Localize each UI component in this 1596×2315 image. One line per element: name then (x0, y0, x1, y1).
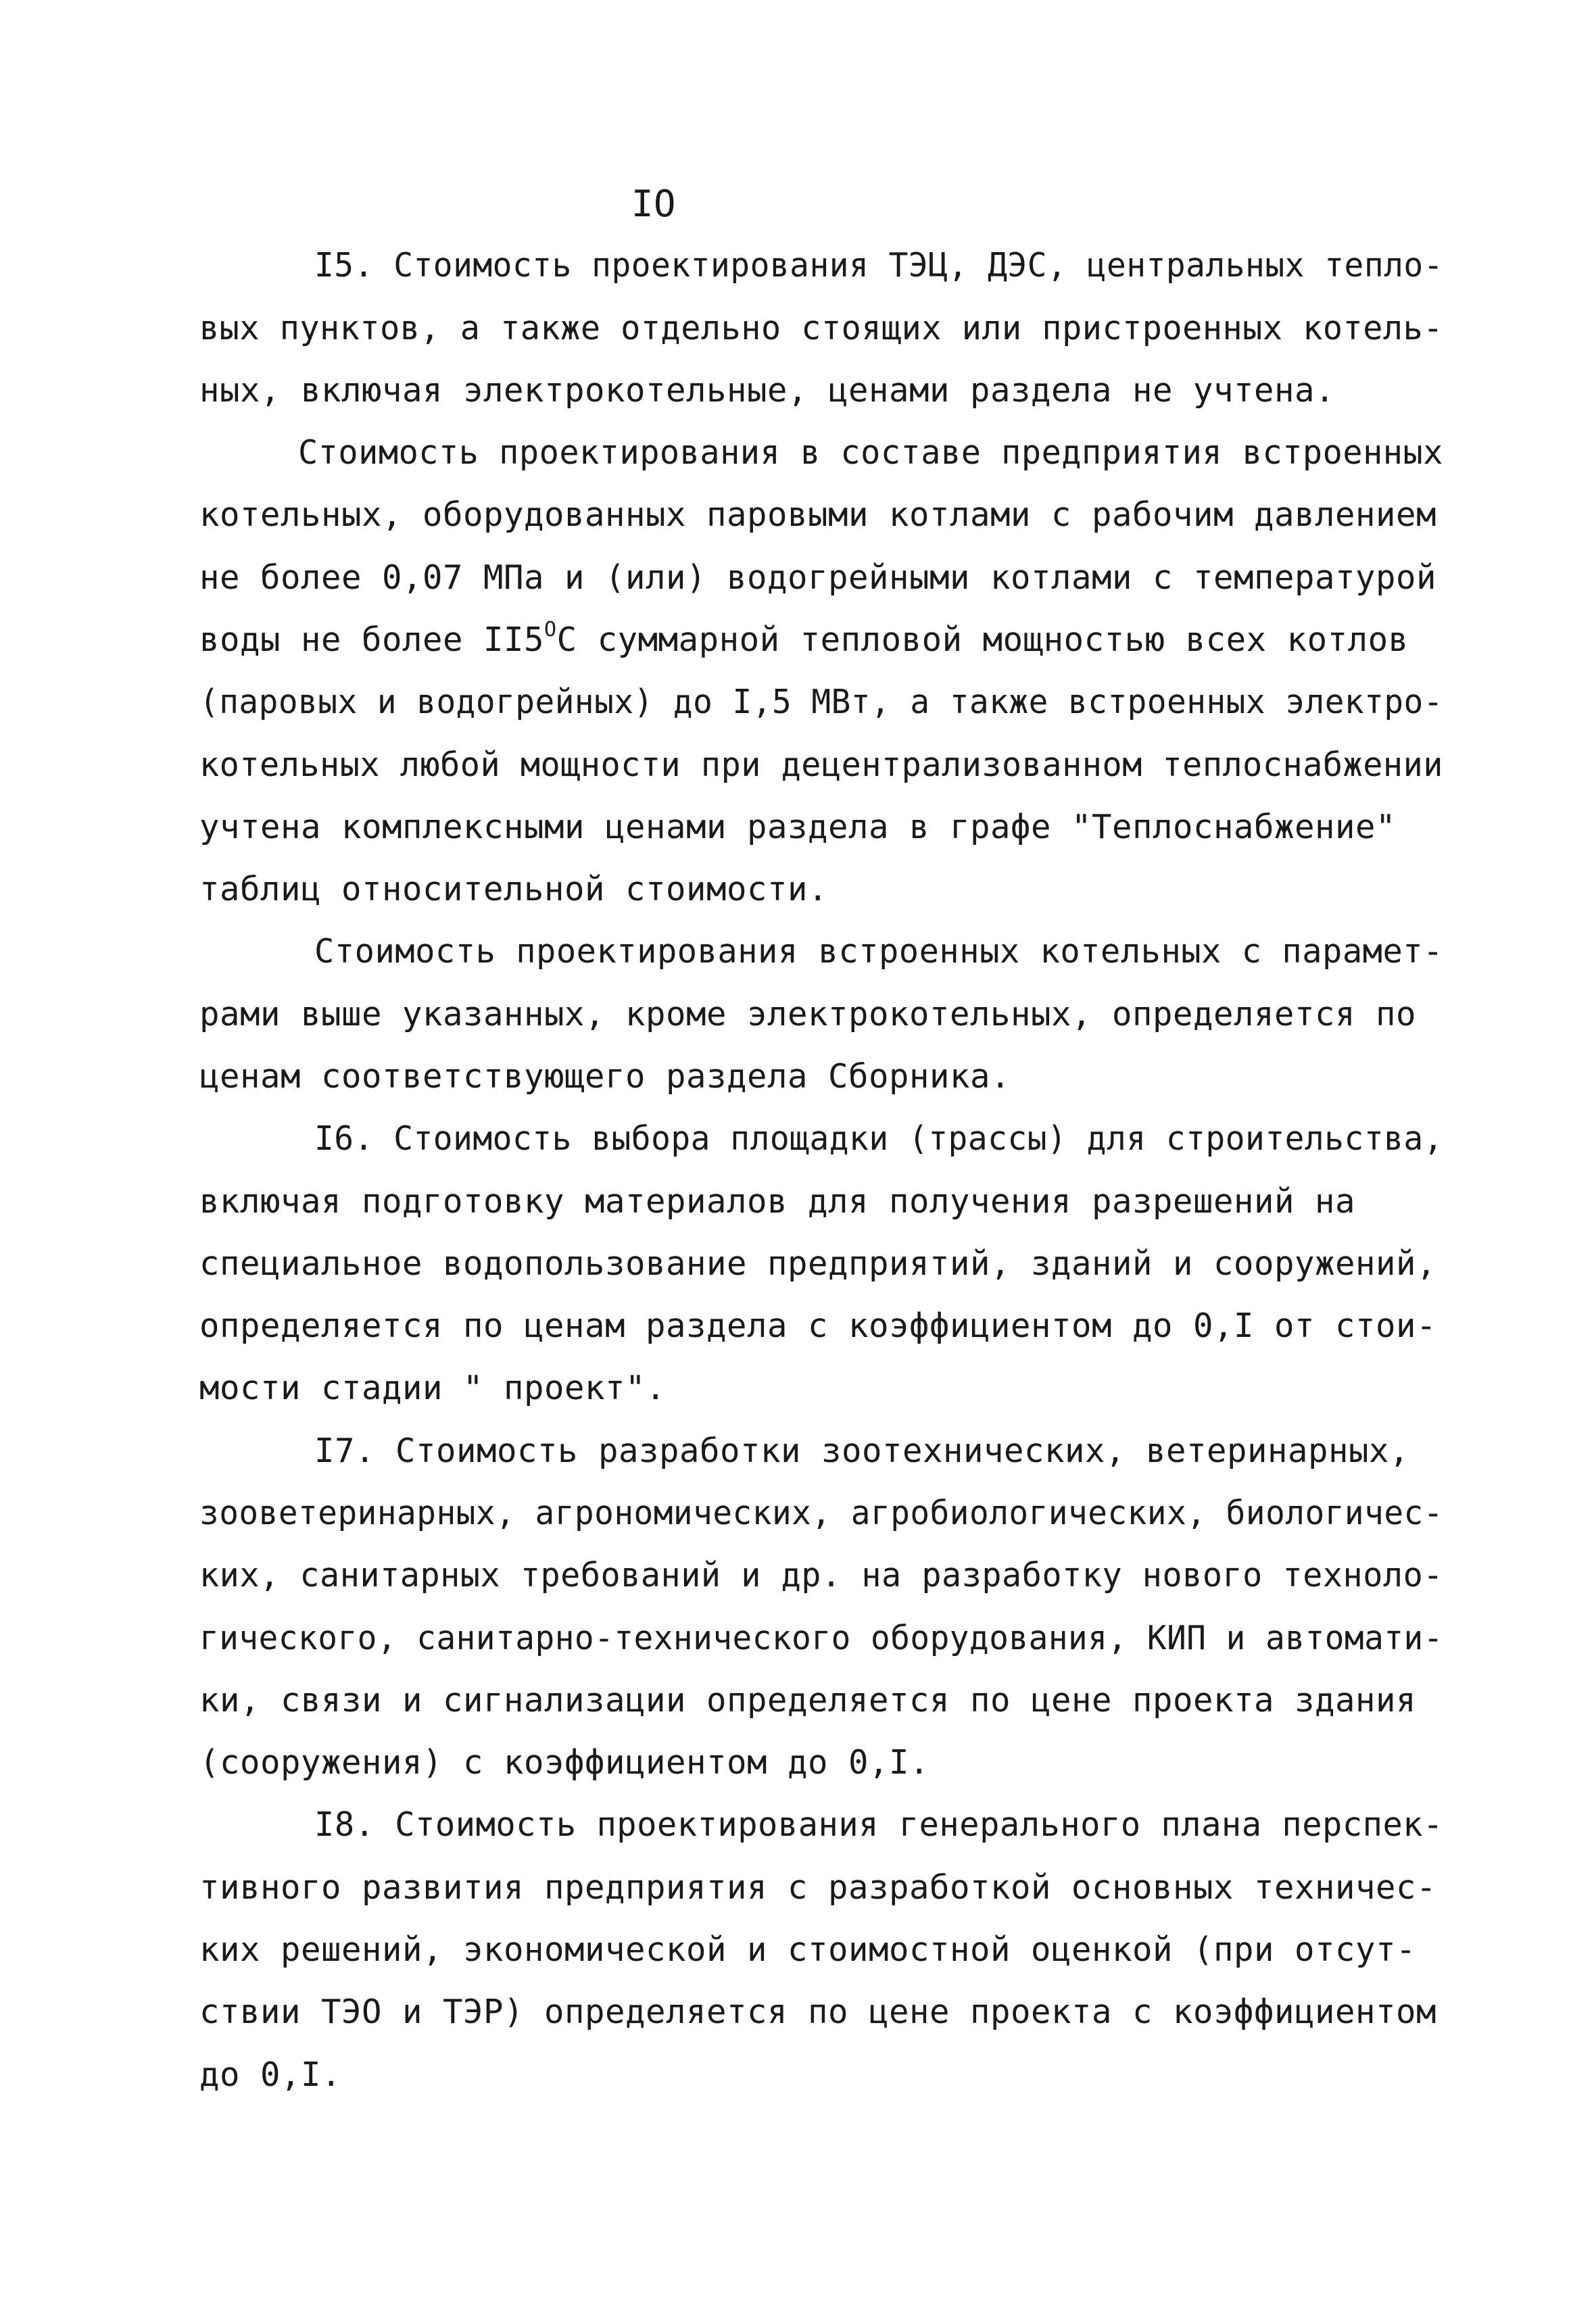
line-text: специальное водопользование предприятий, зданий и сооружений, (199, 1244, 1437, 1283)
line-text: не более 0,07 МПа и (или) водогрейными котлами с температурой (199, 558, 1437, 597)
text-line (199, 991, 1416, 1038)
line-text: (паровых и водогрейных) до I,5 МВт, а также встроенных электро- (199, 683, 1443, 721)
line-text: котельных, оборудованных паровыми котлами с рабочим давлением (199, 495, 1437, 534)
line-text: включая подготовку материалов для получения разрешений на (199, 1182, 1356, 1221)
line-text: воды не более II5 (199, 620, 545, 659)
line-text: ки, связи и сигнализации определяется по цене проекта здания (199, 1681, 1417, 1720)
text-line (199, 1615, 1443, 1662)
text-line (199, 616, 1409, 664)
page-number: IO (631, 182, 677, 225)
line-text: вых пунктов, а также отдельно стоящих или пристроенных котель- (199, 309, 1443, 347)
text-line (199, 804, 1396, 851)
text-line (314, 928, 1443, 975)
line-text: ких, санитарных требований и др. на разработку нового техноло- (199, 1556, 1443, 1594)
line-text: определяется по ценам раздела с коэффициентом до 0,I от стои- (199, 1307, 1437, 1345)
line-text: учтена комплексными ценами раздела в графе "Теплоснабжение" (199, 808, 1397, 846)
text-line (199, 1739, 929, 1786)
text-line (199, 491, 1436, 539)
text-line (314, 242, 1443, 289)
text-line (314, 1801, 1443, 1849)
text-line (199, 679, 1443, 726)
text-line (199, 866, 828, 913)
line-text: котельных любой мощности при децентрализованном теплоснабжении (199, 746, 1443, 784)
line-text-continued: С суммарной тепловой мощностью всех котлов (556, 620, 1409, 659)
text-line (199, 1302, 1436, 1350)
text-line (314, 1115, 1443, 1163)
line-text: зооветеринарных, агрономических, агробиологических, биологичес- (199, 1494, 1443, 1532)
text-line (199, 1677, 1416, 1724)
line-text: мости стадии " проект". (199, 1369, 667, 1407)
line-text: Стоимость проектирования встроенных котельных с парамет- (314, 932, 1443, 971)
text-line (199, 741, 1443, 789)
line-text: Стоимость проектирования в составе предприятия встроенных (298, 433, 1443, 472)
line-text: I5. Стоимость проектирования ТЭЦ, ДЭС, центральных тепло- (314, 246, 1444, 285)
text-line (199, 1989, 1436, 2036)
line-text: I7. Стоимость разработки зоотехнических, ветеринарных, (314, 1432, 1410, 1470)
text-line (199, 1926, 1416, 1974)
text-line (199, 1178, 1355, 1225)
text-line (199, 1240, 1436, 1288)
text-line (199, 1490, 1443, 1537)
text-line (199, 2051, 341, 2099)
text-line (199, 305, 1443, 352)
line-text: до 0,I. (199, 2055, 342, 2094)
line-text: тивного развития предприятия с разработкой основных техничес- (199, 1868, 1437, 1907)
line-text: ценам соответствующего раздела Сборника. (199, 1057, 1011, 1096)
line-text: I8. Стоимость проектирования генерального плана перспек- (314, 1805, 1443, 1844)
line-text: ных, включая электрокотельные, ценами раздела не учтена. (199, 371, 1336, 410)
text-line (298, 429, 1443, 477)
line-text: ких решений, экономической и стоимостной оценкой (при отсут- (199, 1930, 1417, 1969)
text-line (199, 1864, 1436, 1911)
text-line (199, 367, 1335, 414)
line-text: (сооружения) с коэффициентом до 0,I. (199, 1743, 930, 1782)
line-text: таблиц относительной стоимости. (199, 870, 829, 908)
text-line (199, 1365, 666, 1412)
text-line (199, 1053, 1011, 1100)
line-text: I6. Стоимость выбора площадки (трассы) для строительства, (314, 1119, 1444, 1158)
text-line (199, 554, 1436, 602)
line-text: ствии ТЭО и ТЭР) определяется по цене проекта с коэффициентом (199, 1993, 1437, 2031)
line-text: рами выше указанных, кроме электрокотельных, определяется по (199, 995, 1417, 1033)
text-line (199, 1552, 1443, 1599)
text-line (314, 1428, 1409, 1475)
degree-superscript: O (544, 618, 557, 641)
line-text: гического, санитарно-технического оборудования, КИП и автомати- (199, 1619, 1443, 1657)
